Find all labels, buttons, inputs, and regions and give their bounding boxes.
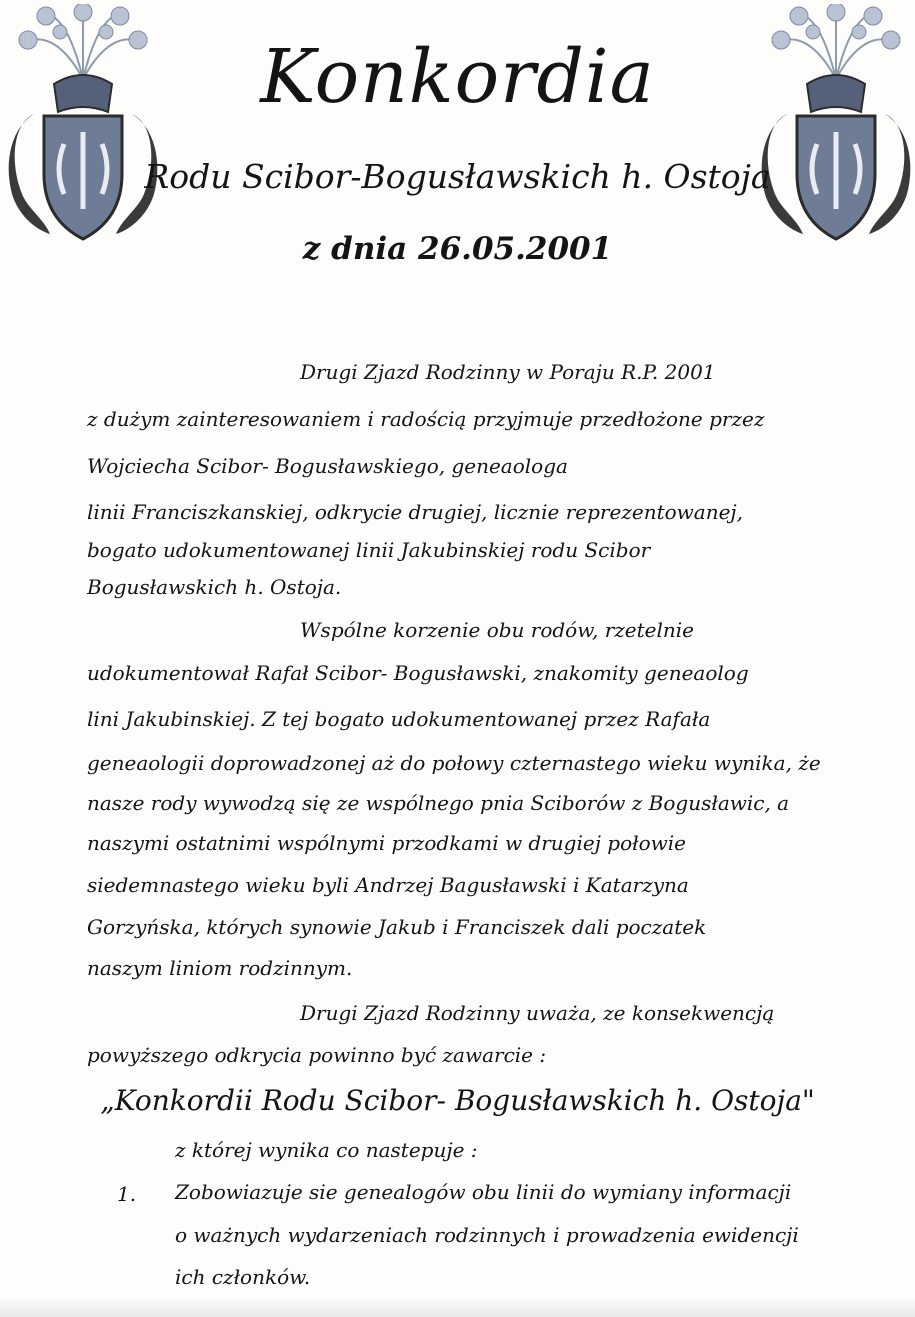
paragraph2-line-5: nasze rody wywodzą się ze wspólnego pnia Sciborów z Bogusławic, a	[87, 791, 790, 815]
document-date: z dnia 26.05.2001	[302, 231, 613, 267]
paragraph1-line-4: linii Franciszkanskiej, odkrycie drugiej, licznie reprezentowanej,	[87, 500, 743, 524]
paragraph1-line-6: Bogusławskich h. Ostoja.	[87, 575, 342, 599]
item-number: 1.	[117, 1182, 137, 1206]
document-title: Konkordia	[260, 34, 655, 120]
paragraph2-line-3: lini Jakubinskiej. Z tej bogato udokumentowanej przez Rafała	[87, 707, 711, 731]
paragraph2-line-9: naszym liniom rodzinnym.	[87, 956, 353, 980]
document-subtitle: Rodu Scibor-Bogusławskich h. Ostoja	[144, 157, 771, 196]
paragraph3-line-1: Drugi Zjazd Rodzinny uważa, ze konsekwencją	[300, 1001, 775, 1025]
paragraph1-line-5: bogato udokumentowanej linii Jakubinskiej rodu Scibor	[87, 538, 651, 562]
item1-line-3: ich członków.	[175, 1265, 311, 1289]
paragraph2-line-7: siedemnastego wieku byli Andrzej Bagusławski i Katarzyna	[87, 873, 689, 897]
paragraph1-line-1: Drugi Zjazd Rodzinny w Poraju R.P. 2001	[300, 360, 716, 384]
paragraph2-line-2: udokumentował Rafał Scibor- Bogusławski, znakomity geneaolog	[87, 661, 749, 685]
paragraph2-line-4: geneaologii doprowadzonej aż do połowy czternastego wieku wynika, że	[87, 751, 821, 775]
paragraph2-line-1: Wspólne korzenie obu rodów, rzetelnie	[300, 618, 695, 642]
intro-line: z której wynika co nastepuje :	[175, 1138, 478, 1162]
concordance-title: „Konkordii Rodu Scibor- Bogusławskich h. Ostoja"	[100, 1084, 815, 1117]
paragraph2-line-6: naszymi ostatnimi wspólnymi przodkami w drugiej połowie	[87, 831, 686, 855]
item1-line-1: Zobowiazuje sie genealogów obu linii do wymiany informacji	[175, 1180, 792, 1204]
paragraph1-line-2: z dużym zainteresowaniem i radością przyjmuje przedłożone przez	[87, 407, 765, 431]
paragraph3-line-2: powyższego odkrycia powinno być zawarcie :	[87, 1043, 547, 1067]
paragraph1-line-3: Wojciecha Scibor- Bogusławskiego, geneaologa	[87, 454, 568, 478]
paragraph2-line-8: Gorzyńska, których synowie Jakub i Franciszek dali poczatek	[87, 915, 707, 939]
scan-bottom-edge	[0, 1297, 915, 1317]
item1-line-2: o ważnych wydarzeniach rodzinnych i prowadzenia ewidencji	[175, 1223, 799, 1247]
